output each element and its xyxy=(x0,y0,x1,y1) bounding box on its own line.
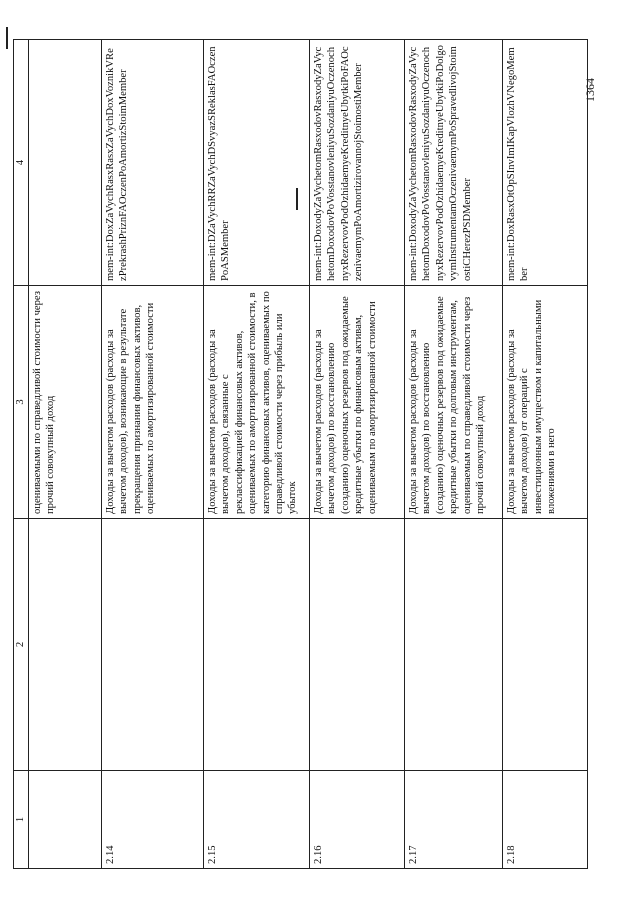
row-number xyxy=(29,771,102,869)
row-number: 2.17 xyxy=(405,771,503,869)
scan-edge-mark xyxy=(6,27,8,49)
table-row xyxy=(102,40,204,869)
row-empty-cell xyxy=(310,519,405,771)
table-row xyxy=(29,40,102,869)
row-empty-cell xyxy=(29,519,102,771)
table-row xyxy=(405,40,503,869)
header-cell: 2 xyxy=(14,519,29,771)
row-code: mem-int:DoxZaVychRasxRasxZaVychDoxVoznikVRezPrekrashPriznFAOczenPoAmortizStoimMember xyxy=(102,40,204,286)
row-code: mem-int:DoxodyZaVychetomRasxodovRasxodyZaVychetomDoxodovPoVosstanovleniyuSozdaniyuOczenochnyxRezervovPodOzhidaemyeKreditnyeUbytkiPoFAOczenivaemymPoAmortizirovannojStoimostiMember xyxy=(310,40,405,286)
row-description: оцениваемыми по справедливой стоимости через прочий совокупный доход xyxy=(29,286,102,519)
row-description: Доходы за вычетом расходов (расходы за вычетом доходов) по восстановлению (созданию) оценочных резервов под ожидаемые кредитные убытки по долговым инструментам, оцениваемым по справедливой стоимости через прочий совокупный доход xyxy=(405,286,503,519)
row-code: mem-int:DoxRasxOtOpSInvImIKapVlozhVNegoMember xyxy=(503,40,588,286)
row-number: 2.15 xyxy=(204,771,310,869)
header-cell: 1 xyxy=(14,771,29,869)
row-description: Доходы за вычетом расходов (расходы за вычетом доходов), возникающие в результате прекращения признания финансовых активов, оцениваемых по амортизированной стоимости xyxy=(102,286,204,519)
row-description: Доходы за вычетом расходов (расходы за вычетом доходов) по восстановлению (созданию) оценочных резервов под ожидаемые кредитные убытки по финансовым активам, оцениваемым по амортизированной стоимости xyxy=(310,286,405,519)
row-code: mem-int:DZaVychRRZaVychDSvyazSReklasFAOczenPoASMember xyxy=(204,40,310,286)
row-empty-cell xyxy=(405,519,503,771)
row-number: 2.16 xyxy=(310,771,405,869)
row-number: 2.14 xyxy=(102,771,204,869)
row-number: 2.18 xyxy=(503,771,588,869)
header-cell: 4 xyxy=(14,40,29,286)
table-row xyxy=(204,40,310,869)
table-header-row xyxy=(14,40,29,869)
page-number: 1364 xyxy=(583,78,597,102)
row-empty-cell xyxy=(102,519,204,771)
row-description: Доходы за вычетом расходов (расходы за вычетом доходов), связанные с реклассификацией финансовых активов, оцениваемых по амортизированной стоимости, в категорию финансовых активов, оцениваемых по справедливой стоимости через прибыль или убыток xyxy=(204,286,310,519)
row-description: Доходы за вычетом расходов (расходы за вычетом доходов) от операций с инвестиционным имуществом и капитальными вложениями в него xyxy=(503,286,588,519)
table-row xyxy=(310,40,405,869)
document-table xyxy=(13,39,588,869)
row-code xyxy=(29,40,102,286)
row-empty-cell xyxy=(204,519,310,771)
rotated-table-container xyxy=(13,40,588,869)
header-cell: 3 xyxy=(14,286,29,519)
row-empty-cell xyxy=(503,519,588,771)
row-code: mem-int:DoxodyZaVychetomRasxodovRasxodyZaVychetomDoxodovPoVosstanovleniyuSozdaniyuOczenochnyxRezervovPodOzhidaemyeKreditnyeUbytkiPoDolgovymInstrumentamOczenivaemymPoSpravedlivojStoimostiCHerezPSDMember xyxy=(405,40,503,286)
table-row xyxy=(503,40,588,869)
